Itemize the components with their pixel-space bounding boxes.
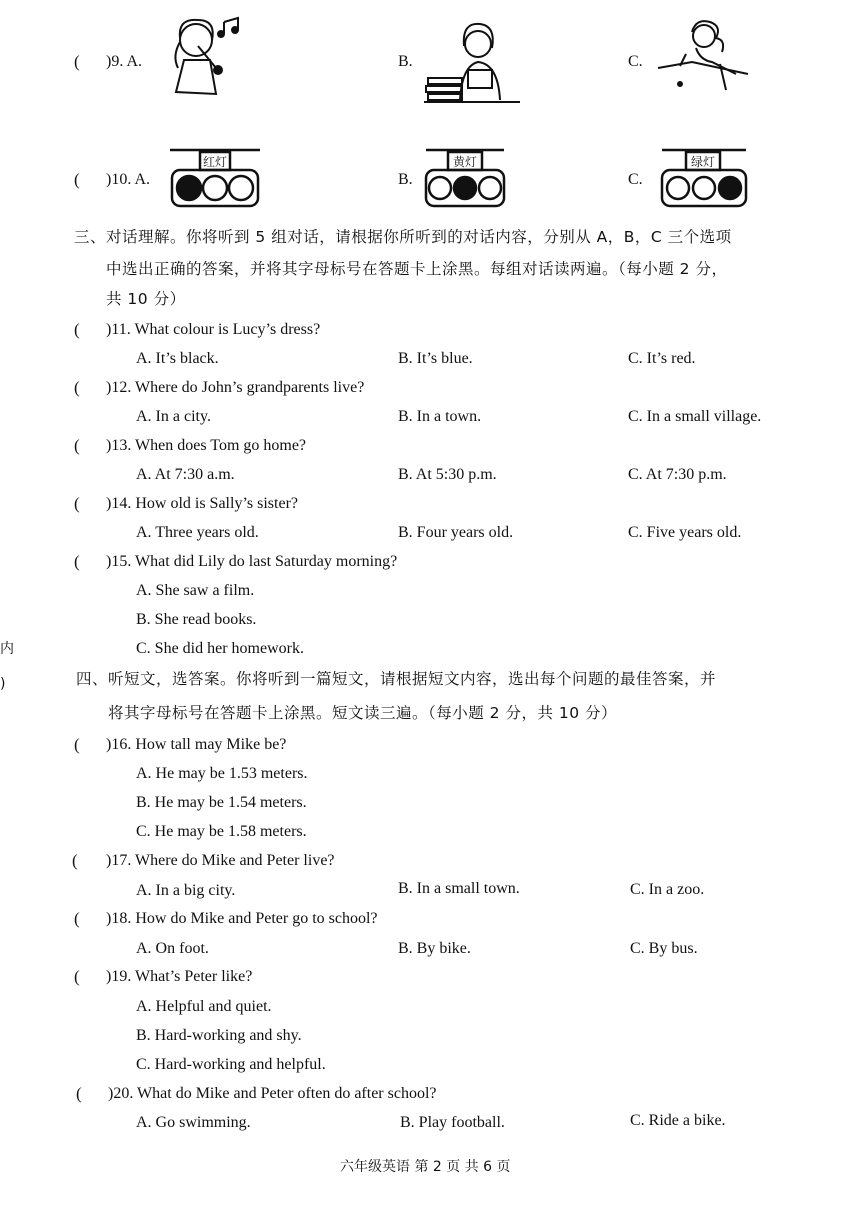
section-3-instruction-line3: 共 10 分）: [106, 290, 186, 308]
light-label: 绿灯: [690, 155, 716, 169]
option-c: C. Ride a bike.: [630, 1112, 726, 1129]
option-c: C. It’s red.: [628, 350, 696, 367]
option-b: B. Play football.: [400, 1114, 505, 1131]
question-stem: )19. What’s Peter like?: [106, 968, 253, 985]
section-3-instruction-line1: 三、对话理解。你将听到 5 组对话，请根据你所听到的对话内容，分别从 A，B，C 三个选项: [74, 228, 732, 246]
option-a: A. Three years old.: [136, 524, 259, 541]
option-a: A. He may be 1.53 meters.: [136, 765, 308, 782]
answer-paren: (: [74, 436, 80, 455]
question-stem: )15. What did Lily do last Saturday morning?: [106, 553, 398, 570]
option-a: A. At 7:30 a.m.: [136, 466, 235, 483]
option-b: B. In a small town.: [398, 880, 520, 897]
question-number: )10. A.: [106, 171, 150, 188]
option-a: A. In a big city.: [136, 882, 236, 899]
option-a: A. In a city.: [136, 408, 211, 425]
option-c: C. At 7:30 p.m.: [628, 466, 727, 483]
option-c: C. She did her homework.: [136, 640, 304, 657]
margin-mark: 内: [0, 641, 14, 657]
question-stem: )14. How old is Sally’s sister?: [106, 495, 298, 512]
answer-paren: (: [74, 967, 80, 986]
option-b: B. Four years old.: [398, 524, 514, 541]
answer-paren: (: [74, 320, 80, 339]
option-b-label: B.: [398, 171, 413, 188]
question-stem: )18. How do Mike and Peter go to school?: [106, 910, 378, 927]
answer-paren: (: [74, 378, 80, 397]
singing-girl-picture: [158, 12, 248, 104]
question-stem: )20. What do Mike and Peter often do after school?: [108, 1085, 437, 1102]
answer-paren: (: [72, 851, 78, 870]
option-c: C. By bus.: [630, 940, 698, 957]
option-c: C. In a small village.: [628, 408, 762, 425]
answer-paren: (: [74, 494, 80, 513]
option-a: A. She saw a film.: [136, 582, 255, 599]
option-c-label: C.: [628, 171, 643, 188]
traffic-light-red-picture: [168, 146, 262, 208]
answer-paren: (: [74, 735, 80, 754]
option-c: C. He may be 1.58 meters.: [136, 823, 307, 840]
traffic-light-yellow-picture: [424, 146, 506, 208]
option-a: A. On foot.: [136, 940, 209, 957]
question-stem: )12. Where do John’s grandparents live?: [106, 379, 365, 396]
question-stem: )16. How tall may Mike be?: [106, 736, 287, 753]
margin-mark: ): [0, 676, 6, 692]
option-a: A. It’s black.: [136, 350, 219, 367]
section-4-instruction-line1: 四、听短文，选答案。你将听到一篇短文，请根据短文内容，选出每个问题的最佳答案，并: [76, 670, 717, 688]
option-a: A. Go swimming.: [136, 1114, 251, 1131]
section-4-instruction-line2: 将其字母标号在答题卡上涂黑。短文读三遍。（每小题 2 分，共 10 分）: [108, 704, 618, 722]
option-b: B. It’s blue.: [398, 350, 473, 367]
question-stem: )17. Where do Mike and Peter live?: [106, 852, 335, 869]
question-stem: )11. What colour is Lucy’s dress?: [106, 321, 321, 338]
traffic-light-green-picture: [660, 146, 748, 208]
section-3-instruction-line2: 中选出正确的答案，并将其字母标号在答题卡上涂黑。每组对话读两遍。（每小题 2 分，: [106, 260, 728, 278]
light-label: 红灯: [202, 155, 228, 169]
question-number: )9. A.: [106, 53, 142, 70]
option-a: A. Helpful and quiet.: [136, 998, 272, 1015]
light-label: 黄灯: [452, 155, 478, 169]
option-b: B. In a town.: [398, 408, 482, 425]
option-b: B. He may be 1.54 meters.: [136, 794, 307, 811]
option-b: B. By bike.: [398, 940, 471, 957]
option-b: B. She read books.: [136, 611, 257, 628]
option-c-label: C.: [628, 53, 643, 70]
answer-paren: (: [74, 170, 80, 189]
answer-paren: (: [74, 52, 80, 71]
page-footer: 六年级英语 第 2 页 共 6 页: [340, 1159, 511, 1175]
option-c: C. In a zoo.: [630, 881, 705, 898]
option-c: C. Hard-working and helpful.: [136, 1056, 326, 1073]
answer-paren: (: [74, 552, 80, 571]
reading-girl-picture: [424, 16, 522, 104]
question-stem: )13. When does Tom go home?: [106, 437, 307, 454]
answer-paren: (: [76, 1084, 82, 1103]
option-b-label: B.: [398, 53, 413, 70]
option-b: B. At 5:30 p.m.: [398, 466, 497, 483]
option-b: B. Hard-working and shy.: [136, 1027, 302, 1044]
writing-girl-picture: [652, 18, 752, 100]
answer-paren: (: [74, 909, 80, 928]
option-c: C. Five years old.: [628, 524, 742, 541]
